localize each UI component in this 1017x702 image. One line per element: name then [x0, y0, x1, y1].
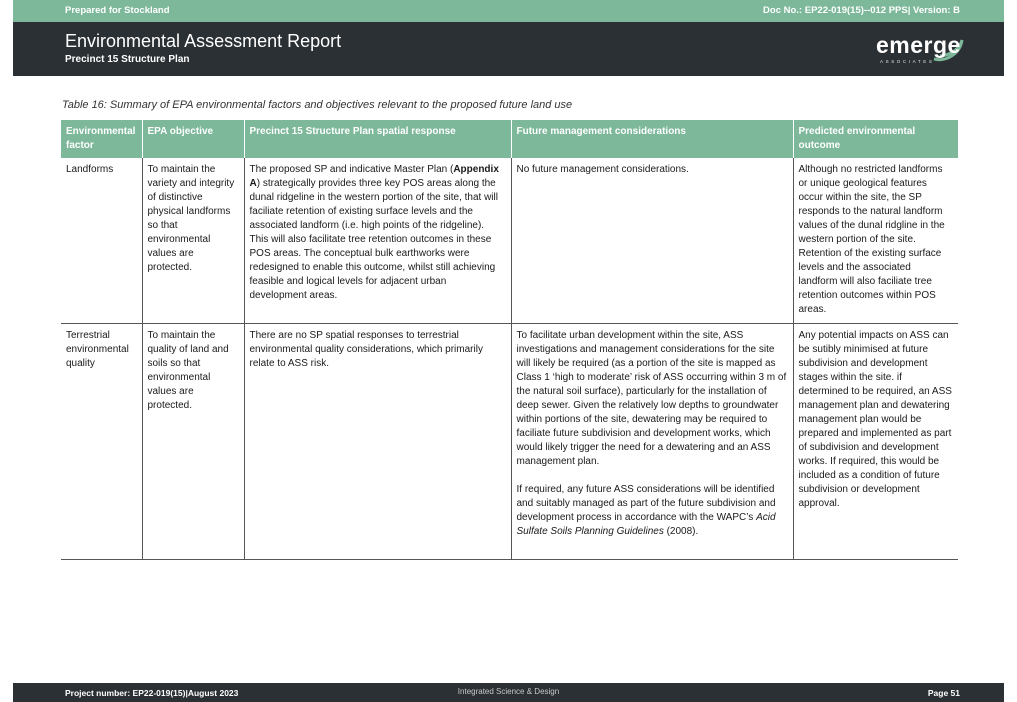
column-header: EPA objective: [142, 120, 244, 158]
project-number: Project number: EP22-019(15)|August 2023: [65, 688, 239, 698]
outcome-cell: Although no restricted landforms or unique geological features occur within the site, the SP responds to the natural landform values of the dunal ridgline in the western portion of the site. Retention of the existing surface levels and the associated landform will also faciliate tree retention outcomes within POS areas.: [793, 158, 958, 324]
management-cell: [511, 324, 793, 560]
spatial-response-cell: [244, 158, 511, 324]
logo-wordmark: emerge: [876, 32, 961, 58]
document-number: Doc No.: EP22-019(15)--012 PPS| Version: B: [763, 5, 960, 16]
column-header: Predicted environmental outcome: [793, 120, 958, 158]
management-paragraph: To facilitate urban development within the site, ASS investigations and management considerations for the site will likely be required (as a portion of the site is mapped as Class 1 ‘high to moderate’ risk of ASS occurring within 3 m of the natural soil surface), particularly for the installation of deep sewer. Given the relatively low depths to groundwater within portions of the site, dewatering may be required to faciliate future subdivision and development works, which would likely trigger the need for a dewatering and an ASS management plan.: [516, 330, 787, 467]
factor-cell: Landforms: [61, 158, 142, 324]
top-bar: [13, 0, 1004, 22]
factor-cell: Terrestrial environmental quality: [61, 324, 142, 560]
page-footer: [13, 683, 1004, 702]
spatial-text: ) strategically provides three key POS areas along the dunal ridgeline in the western portion of the site, that will faciliate retention of existing surface levels and the associated landform (i.e. high points of the ridgeline). This will also facilitate tree retention outcomes in these POS areas. The conceptual bulk earthworks were redesigned to enable this outcome, whilst still achieving feasible and logical levels for adjacent urban development areas.: [249, 178, 498, 301]
management-text: If required, any future ASS considerations will be identified and suitably managed as part of the future subdivision and development process in accordance with the WAPC’s: [516, 484, 776, 523]
table-row: [61, 158, 958, 324]
management-cell: No future management considerations.: [511, 158, 793, 324]
spatial-response-cell: There are no SP spatial responses to terrestrial environmental quality considerations, which primarily relate to ASS risk.: [244, 324, 511, 560]
spatial-text: The proposed SP and indicative Master Plan (: [249, 164, 454, 175]
objective-cell: To maintain the quality of land and soils so that environmental values are protected.: [142, 324, 244, 560]
management-text: (2008).: [663, 526, 699, 537]
column-header: Future management considerations: [511, 120, 793, 158]
column-header: Environmental factor: [61, 120, 142, 158]
epa-factors-table: [61, 120, 958, 560]
emerge-logo: [876, 32, 966, 66]
guideline-title: Acid Sulfate Soils Planning Guidelines: [516, 512, 776, 537]
table-caption: Table 16: Summary of EPA environmental factors and objectives relevant to the proposed future land use: [62, 99, 573, 111]
appendix-reference: Appendix A: [249, 164, 499, 189]
column-header: Precinct 15 Structure Plan spatial response: [244, 120, 511, 158]
table-header-row: [61, 120, 958, 158]
prepared-for: Prepared for Stockland: [65, 5, 170, 16]
footer-tagline: Integrated Science & Design: [457, 687, 560, 696]
page-number: Page 51: [927, 688, 960, 698]
outcome-cell: Any potential impacts on ASS can be sutibly minimised at future subdivision and development stages within the site. if determined to be required, an ASS management plan and dewatering management plan would be prepared and implemented as part of subdivision and development works. If required, this would be included as a condition of future subdivision or development approval.: [793, 324, 958, 560]
report-title: Environmental Assessment Report: [65, 31, 342, 51]
report-subtitle: Precinct 15 Structure Plan: [65, 54, 190, 65]
table-row: [61, 324, 958, 560]
management-paragraph: [517, 483, 787, 539]
objective-cell: To maintain the variety and integrity of distinctive physical landforms so that environmental values are protected.: [142, 158, 244, 324]
report-header: [13, 22, 1004, 76]
logo-tagline: ASSOCIATES: [880, 59, 935, 64]
